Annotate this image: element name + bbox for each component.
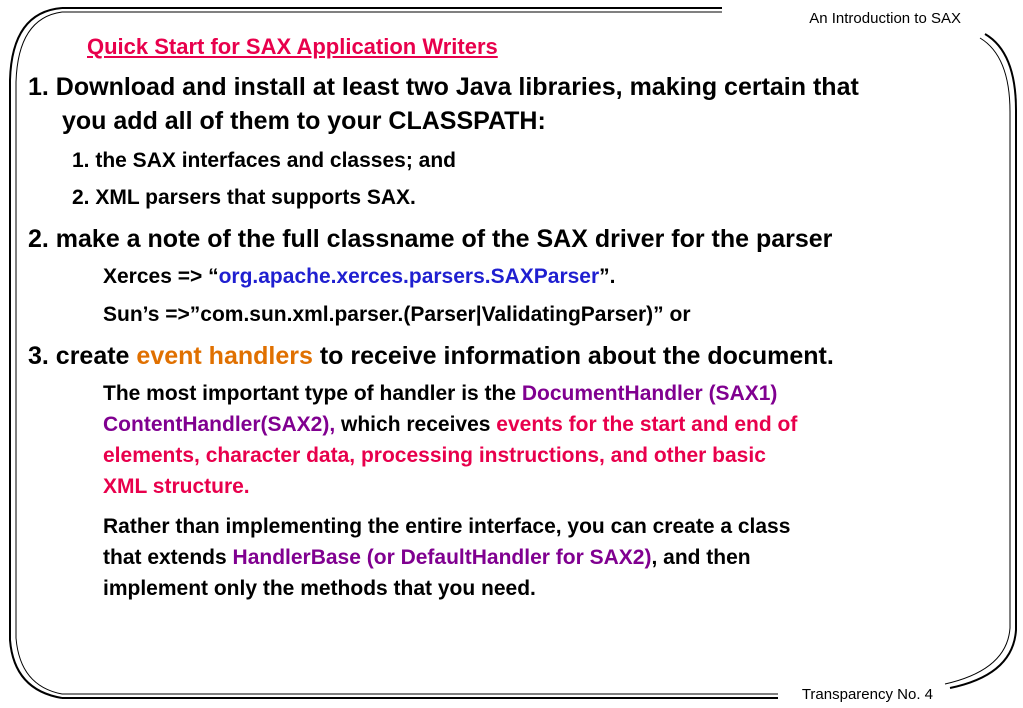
events-line-2: elements, character data, processing instructions, and other basic — [103, 444, 766, 467]
events-line-3: XML structure. — [103, 475, 250, 498]
bullet-text-end: ”. — [599, 265, 616, 288]
step-3-bullet-2 — [72, 511, 982, 604]
document-handler: DocumentHandler (SAX1) — [521, 382, 778, 405]
handlerbase-post: , and then — [651, 546, 751, 569]
step-3-pre: 3. create — [28, 342, 137, 370]
step-1-sub-2: 2. XML parsers that supports SAX. — [72, 186, 416, 209]
events-line-1: events for the start and end of — [496, 413, 798, 436]
slide-title: Quick Start for SAX Application Writers — [87, 34, 498, 59]
content-handler: ContentHandler(SAX2), — [103, 413, 336, 436]
handlerbase-line-1: Rather than implementing the entire interface, you can create a class — [103, 515, 791, 538]
step-1-line2: you add all of them to your CLASSPATH: — [62, 107, 546, 135]
step-1-line1: 1. Download and install at least two Java libraries, making certain that — [28, 73, 859, 101]
step-1 — [28, 70, 998, 138]
handler-mid: which receives — [335, 413, 497, 436]
step-2-bullet-1 — [72, 261, 982, 292]
step-2: 2. make a note of the full classname of the SAX driver for the parser — [28, 225, 833, 253]
handlerbase-pre: that extends — [103, 546, 233, 569]
step-3-post: to receive information about the document. — [312, 342, 834, 370]
sun-classname: Sun’s =>”com.sun.xml.parser.(Parser|ValidatingParser)” or — [103, 303, 691, 326]
event-handlers-highlight: event handlers — [136, 342, 313, 370]
bullet-text: Xerces => “ — [103, 265, 219, 288]
footer-transparency-number: Transparency No. 4 — [801, 686, 933, 703]
xerces-classname: org.apache.xerces.parsers.SAXParser — [218, 265, 600, 288]
header-title: An Introduction to SAX — [809, 10, 961, 27]
step-2-bullet-2 — [72, 299, 982, 330]
step-1-sub-1: 1. the SAX interfaces and classes; and — [72, 149, 456, 172]
handler-intro: The most important type of handler is the — [103, 382, 522, 405]
handlerbase-class: HandlerBase (or DefaultHandler for SAX2) — [232, 546, 652, 569]
step-3 — [28, 339, 998, 373]
handlerbase-line-3: implement only the methods that you need. — [103, 577, 536, 600]
step-3-bullet-1 — [72, 378, 982, 502]
